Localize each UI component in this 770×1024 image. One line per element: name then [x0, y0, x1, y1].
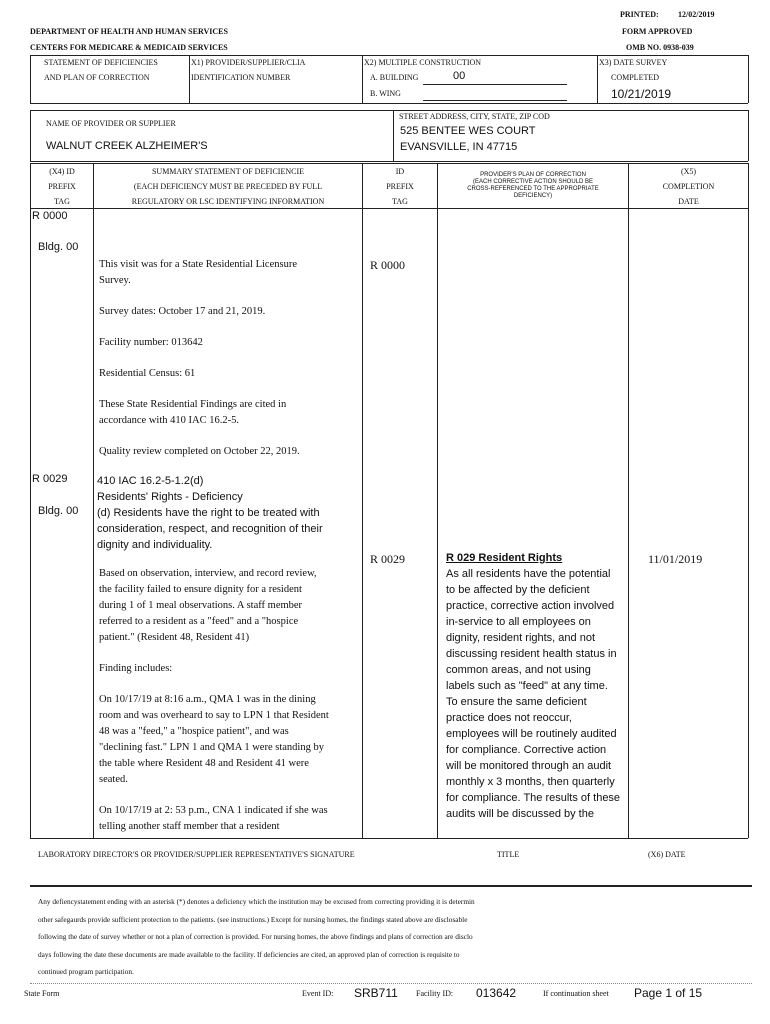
id-header-1: ID: [395, 167, 405, 176]
continuation-label: If continuation sheet: [543, 989, 609, 998]
plan-header-1: PROVIDER'S PLAN OF CORRECTION: [480, 172, 586, 178]
date-survey-label: X3) DATE SURVEY: [599, 58, 668, 67]
provider-name-label: NAME OF PROVIDER OR SUPPLIER: [46, 119, 176, 128]
id-header-2: PREFIX: [386, 182, 414, 191]
building-value: 00: [453, 70, 466, 82]
form-approved: FORM APPROVED: [622, 27, 693, 36]
department-title: DEPARTMENT OF HEALTH AND HUMAN SERVICES: [30, 27, 228, 36]
completion-date: 11/01/2019: [648, 552, 703, 566]
survey-completed-date: 10/21/2019: [611, 87, 672, 101]
printed-date: 12/02/2019: [678, 10, 715, 19]
disclaimer-line: days following the date these documents are made available to the facility. If deficiencies are cited, an approved plan of correction is requisite to: [38, 949, 460, 959]
x5-header-1: (X5): [680, 167, 697, 176]
state-form-label: State Form: [24, 989, 60, 998]
r0000-paragraph: These State Residential Findings are cited in accordance with 410 IAC 16.2-5.: [99, 399, 287, 426]
address-city: EVANSVILLE, IN 47715: [400, 141, 518, 153]
disclaimer-line: following the date of survey whether or not a plan of correction is provided. For nursing homes, the above findings and plans of correction are disclo: [38, 932, 473, 941]
disclaimer-line: other safegaurds provide sufficient protection to the patients. (see instructions.) Except for nursing homes, the findings stated above are disclosable: [38, 914, 468, 924]
r0029-tag: R 0029: [32, 473, 68, 485]
x4-header-3: TAG: [54, 197, 70, 206]
completed-label: COMPLETED: [611, 73, 659, 82]
r0029-regulation: 410 IAC 16.2-5-1.2(d) Residents' Rights - Deficiency (d) Residents have the right to be treated with consideration, respect, and recognition of their dignity and individuality.: [97, 475, 323, 551]
r0000-paragraph: This visit was for a State Residential Licensure Survey.: [99, 259, 297, 286]
provider-id-label-1: X1) PROVIDER/SUPPLIER/CLIA: [191, 58, 306, 67]
r0029-building: Bldg. 00: [38, 505, 79, 517]
building-label: A. BUILDING: [370, 73, 419, 82]
provider-name: WALNUT CREEK ALZHEIMER'S: [46, 140, 208, 152]
summary-header-1: SUMMARY STATEMENT OF DEFICIENCIE: [151, 167, 305, 176]
plan-header-4: DEFICIENCY): [513, 193, 553, 199]
x4-header-2: PREFIX: [48, 182, 76, 191]
r0000-prefix: R 0000: [370, 258, 406, 272]
summary-header-2: (EACH DEFICIENCY MUST BE PRECEDED BY FULL: [133, 182, 323, 191]
r0029-paragraph: Finding includes:: [99, 663, 173, 674]
disclaimer: [38, 893, 748, 981]
id-header-3: TAG: [392, 197, 408, 206]
facility-id-value: 013642: [476, 986, 517, 1000]
r0000-summary: [99, 257, 329, 460]
omb-number: OMB NO. 0938-039: [626, 43, 694, 52]
printed-label: PRINTED:: [620, 10, 659, 19]
plan-header-2: (EACH CORRECTIVE ACTION SHOULD BE: [472, 179, 594, 185]
cms-title: CENTERS FOR MEDICARE & MEDICAID SERVICES: [30, 43, 228, 52]
title-label: TITLE: [497, 850, 520, 859]
wing-label: B. WING: [370, 89, 401, 98]
disclaimer-line: Any defiencystatement ending with an asterisk (*) denotes a deficiency which the institution may be excused from correcting providing it is determin: [38, 897, 475, 906]
summary-header-3: REGULATORY OR LSC IDENTIFYING INFORMATION: [131, 197, 325, 206]
r0029-prefix: R 0029: [370, 552, 406, 566]
signature-divider: [30, 885, 752, 887]
plan-text: As all residents have the potential to be affected by the deficient practice, corrective action involved in-service to all employees on dignity, resident rights, and not discussing resident health status in common areas, and not using labels such as "feed" at any time. To ensure the same deficient practice does not reoccur, employees will be routinely audited for compliance. Corrective action will be monitored through an audit monthly x 3 months, then quarterly for compliance. The results of these audits will be discussed by the: [446, 568, 621, 820]
address-street: 525 BENTEE WES COURT: [400, 125, 536, 137]
plan-header: [438, 172, 628, 200]
footer-divider: [30, 983, 752, 984]
building-underline: [423, 84, 567, 85]
r0029-summary: [99, 566, 329, 835]
page-number: Page 1 of 15: [634, 986, 703, 1000]
r0000-paragraph: Facility number: 013642: [99, 337, 203, 348]
r0029-paragraph: On 10/17/19 at 2: 53 p.m., CNA 1 indicated if she was telling another staff member that a resident: [99, 805, 328, 832]
r0000-paragraph: Survey dates: October 17 and 21, 2019.: [99, 306, 266, 317]
r0000-paragraph: Quality review completed on October 22, 2019.: [99, 446, 300, 457]
statement-label-1: STATEMENT OF DEFICIENCIES: [44, 58, 158, 67]
provider-id-label-2: IDENTIFICATION NUMBER: [191, 73, 291, 82]
r0000-paragraph: Residential Census: 61: [99, 368, 196, 379]
event-id-value: SRB711: [354, 986, 398, 1000]
r0000-building: Bldg. 00: [38, 241, 79, 253]
x5-header-3: DATE: [678, 197, 699, 206]
event-id-label: Event ID:: [302, 989, 334, 998]
disclaimer-line: continued program participation.: [38, 967, 134, 976]
r0000-tag: R 0000: [32, 210, 68, 222]
signature-label: LABORATORY DIRECTOR'S OR PROVIDER/SUPPLIER REPRESENTATIVE'S SIGNATURE: [38, 850, 355, 859]
address-label: STREET ADDRESS, CITY, STATE, ZIP COD: [399, 112, 550, 121]
plan-title: R 029 Resident Rights: [446, 552, 563, 564]
x5-header-2: COMPLETION: [662, 182, 715, 191]
r0029-paragraph: Based on observation, interview, and record review, the facility failed to ensure dignity for a resident during 1 of 1 meal observations. A staff member referred to a resident as a "feed" and a "hospice patient." (Resident 48, Resident 41): [99, 568, 317, 643]
x4-header-1: (X4) ID: [49, 167, 75, 176]
plan-header-3: CROSS-REFERENCED TO THE APPROPRIATE: [467, 186, 599, 192]
statement-label-2: AND PLAN OF CORRECTION: [44, 73, 150, 82]
multiple-construction-label: X2) MULTIPLE CONSTRUCTION: [364, 58, 482, 67]
date-label: (X6) DATE: [648, 850, 686, 859]
r0029-paragraph: On 10/17/19 at 8:16 a.m., QMA 1 was in the dining room and was overheard to say to LPN 1 that Resident 48 was a "feed," a "hospice patient", and was "declining fast." LPN 1 and QMA 1 were standing by the table where Resident 48 and Resident 41 were seated.: [99, 694, 329, 785]
wing-underline: [423, 100, 567, 101]
plan-of-correction: [446, 550, 622, 822]
facility-id-label: Facility ID:: [416, 989, 454, 998]
